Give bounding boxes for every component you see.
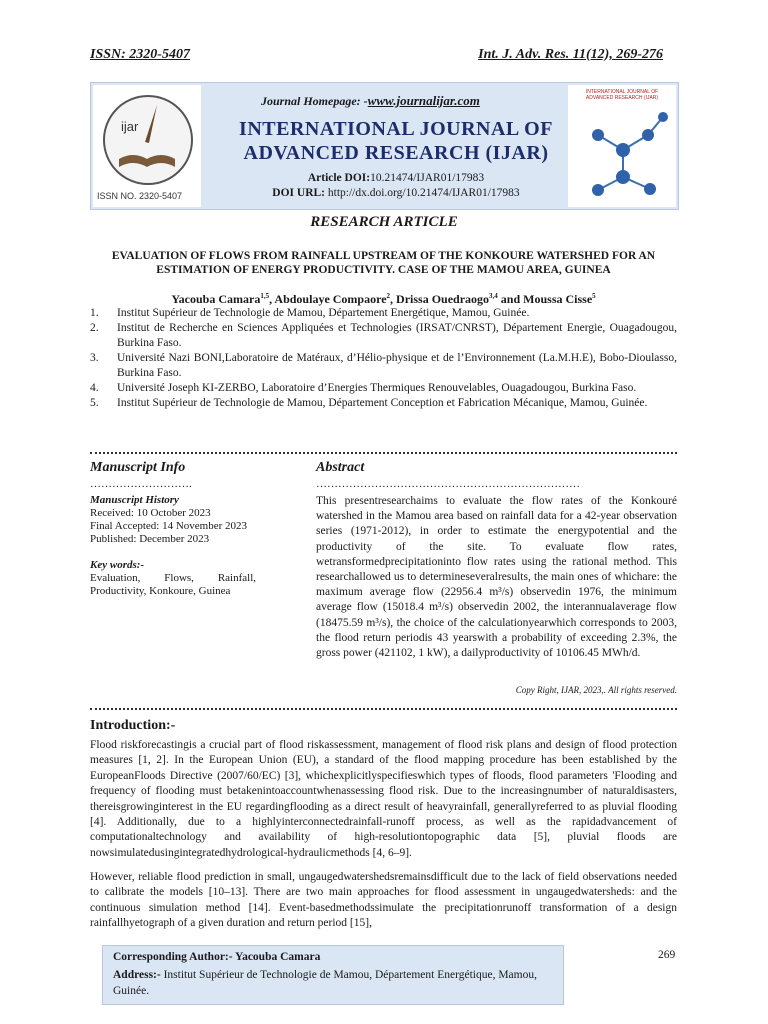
introduction-paragraph: Flood riskforecastingis a crucial part of flood riskassessment, management of flood risk plans and design of flood protection measures [1, 2]. In the European Union (EU), a standard of the flood mapping procedure has been established by the EuropeanFloods Directive (2007/60/EC) [3], whichexplicitlyspecifieswhich types of floods, flood parameters 'Flooding and frequency of flooding must betakenintoaccountwhenassessing flood risk. Due to the increasingnumber of naturaldisasters, thereisgrowinginterest in the EU regardingflooding as a direct result of heavyrainfall, generallyreferred to as pluvial flooding [4]. Additionally, due to a highlyinterconnectedrainfall-runoff process, as well as the rapidadvancement of computationaltechnology and availability of high-resolutiontopographic data [5], pluvial floods are nowsimulatedusingintegratedhydrological-hydraulicmethods [4, 6–9]. — [90, 739, 677, 859]
separator-line — [90, 452, 677, 454]
doi-url-label: DOI URL: — [272, 187, 326, 199]
author-separator: , — [269, 292, 275, 306]
affiliation-item — [90, 351, 677, 381]
manuscript-info-dots: ………………………. — [90, 478, 192, 490]
author-name: Abdoulaye Compaore — [274, 292, 387, 306]
affiliation-text: Institut Supérieur de Technologie de Mamou, Département Energétique, Mamou, Guinée. — [117, 307, 530, 319]
affiliation-text: Institut Supérieur de Technologie de Mamou, Département Conception et Fabrication Mécanique, Mamou, Guinée. — [117, 397, 648, 409]
abstract-text: This presentresearchaims to evaluate the flow rates of the Konkouré watershed in the Mamou area based on rainfall data for a 42-year observation series (1971-2012), in order to estimate the energypotential and the productivity of the site. To evaluate flow rates, wetransformedprecipitationinto flow rates using the rational method. This researchallowed us to determineseveralresults, the main ones of whichare: the maximum average flow (22956.4 m³/s) observedin 1976, the minimum average flow (15018.4 m³/s) observedin 2002, the interannualaverage flow (18475.59 m³/s), the choice of the calculationyearwhich corresponds to 2003, the flood return periodis 43 yearswith a probability of exceeding 2.3%, the gross power (421102, 1 kW), a dailyproductivity of 10106.45 MWh/d. — [316, 495, 677, 660]
keywords-label: Key words:- — [90, 559, 145, 571]
address-text: Institut Supérieur de Technologie de Mamou, Département Energétique, Mamou, Guinée. — [113, 969, 537, 997]
affiliation-number: 3. — [90, 352, 99, 364]
journal-reference: Int. J. Adv. Res. 11(12), 269-276 — [478, 47, 663, 62]
logo-circle — [103, 95, 193, 185]
molecule-icon — [568, 85, 676, 207]
page-number: 269 — [658, 949, 676, 961]
copyright-notice: Copy Right, IJAR, 2023,. All rights reserved. — [515, 685, 677, 695]
author-affiliation-sup: 1,5 — [260, 292, 270, 300]
article-doi: 10.21474/IJAR01/17983 — [370, 172, 485, 184]
corresponding-author: Corresponding Author:- Yacouba Camara — [113, 951, 321, 963]
affiliation-text: Université Nazi BONI,Laboratoire de Matéraux, d’Hélio-physique et de l’Environnement (La.M.H.E), Bobo-Dioulasso, Burkina Faso. — [117, 352, 677, 379]
corresponding-author-box — [102, 945, 564, 1005]
author-separator: , — [390, 292, 397, 306]
separator-line — [90, 708, 677, 710]
journal-title: INTERNATIONAL JOURNAL OF ADVANCED RESEARCH (IJAR) — [239, 118, 553, 164]
journal-cover-thumbnail — [568, 85, 676, 207]
affiliation-item — [90, 381, 677, 396]
issn-header: ISSN: 2320-5407 — [90, 47, 190, 62]
accepted-date: Final Accepted: 14 November 2023 — [90, 520, 248, 532]
abstract-heading: Abstract — [316, 460, 365, 475]
author-separator: and — [497, 292, 524, 306]
article-doi-label: Article DOI: — [307, 172, 371, 184]
affiliation-text: Institut de Recherche en Sciences Appliquées et Technologies (IRSAT/CNRST), Département Energie, Ouagadougou, Burkina Faso. — [117, 322, 677, 349]
address-label: Address:- — [113, 969, 161, 981]
affiliation-number: 2. — [90, 322, 99, 334]
abstract-dots: ……………………………………………………………… — [316, 478, 580, 490]
logo-text: ijar — [121, 119, 139, 134]
introduction-heading: Introduction:- — [90, 718, 176, 733]
affiliation-item — [90, 321, 677, 351]
author-affiliation-sup: 5 — [592, 292, 596, 300]
affiliation-list — [90, 306, 677, 411]
manuscript-history-label: Manuscript History — [90, 494, 179, 506]
article-type: RESEARCH ARTICLE — [310, 214, 458, 230]
author-list — [90, 292, 677, 307]
doi-block — [231, 171, 561, 201]
homepage-link[interactable]: www.journalijar.com — [367, 93, 480, 108]
homepage-label: Journal Homepage: - — [261, 94, 368, 108]
manuscript-info — [90, 494, 270, 598]
received-date: Received: 10 October 2023 — [90, 507, 211, 519]
journal-homepage — [261, 93, 480, 109]
affiliation-number: 1. — [90, 307, 99, 319]
author-name: Drissa Ouedraogo — [396, 292, 490, 306]
affiliation-item — [90, 306, 677, 321]
logo-issn: ISSN NO. 2320-5407 — [97, 191, 183, 201]
affiliation-number: 4. — [90, 382, 99, 394]
author-name: Yacouba Camara — [171, 292, 261, 306]
author-affiliation-sup: 2 — [386, 292, 391, 300]
author-name: Moussa Cisse — [523, 292, 593, 306]
author-affiliation-sup: 3,4 — [489, 292, 498, 300]
keywords: Evaluation, Flows, Rainfall, Productivity, Konkoure, Guinea — [90, 572, 256, 597]
journal-logo — [93, 85, 201, 207]
affiliation-item — [90, 396, 677, 411]
article-title: EVALUATION OF FLOWS FROM RAINFALL UPSTREAM OF THE KONKOURE WATERSHED FOR AN ESTIMATION OF ENERGY PRODUCTIVITY. CASE OF THE MAMOU AREA, GUINEA — [111, 250, 656, 276]
affiliation-number: 5. — [90, 397, 99, 409]
quill-book-icon — [105, 97, 191, 183]
published-date: Published: December 2023 — [90, 533, 210, 545]
cover-title: INTERNATIONAL JOURNAL OF ADVANCED RESEARCH (IJAR) — [585, 89, 659, 101]
manuscript-info-heading: Manuscript Info — [90, 460, 186, 475]
doi-url-link[interactable]: http://dx.doi.org/10.21474/IJAR01/17983 — [327, 187, 520, 199]
journal-banner — [90, 82, 679, 210]
corresponding-address — [113, 967, 553, 999]
affiliation-text: Université Joseph KI-ZERBO, Laboratoire d’Energies Thermiques Renouvelables, Ouagadougou, Burkina Faso. — [117, 382, 637, 394]
introduction-paragraph: However, reliable flood prediction in small, ungaugedwatershedsremainsdifficult due to the lack of field observations needed to calibrate the models [10–13]. There are two main approaches for flood assessment in ungaugedwatersheds: and the continuous simulation method [14]. Event-basedmethodssimulate the precipitationrunoff transformation of a design rainfallhyetograph of a given duration and return period [15], — [90, 871, 677, 930]
